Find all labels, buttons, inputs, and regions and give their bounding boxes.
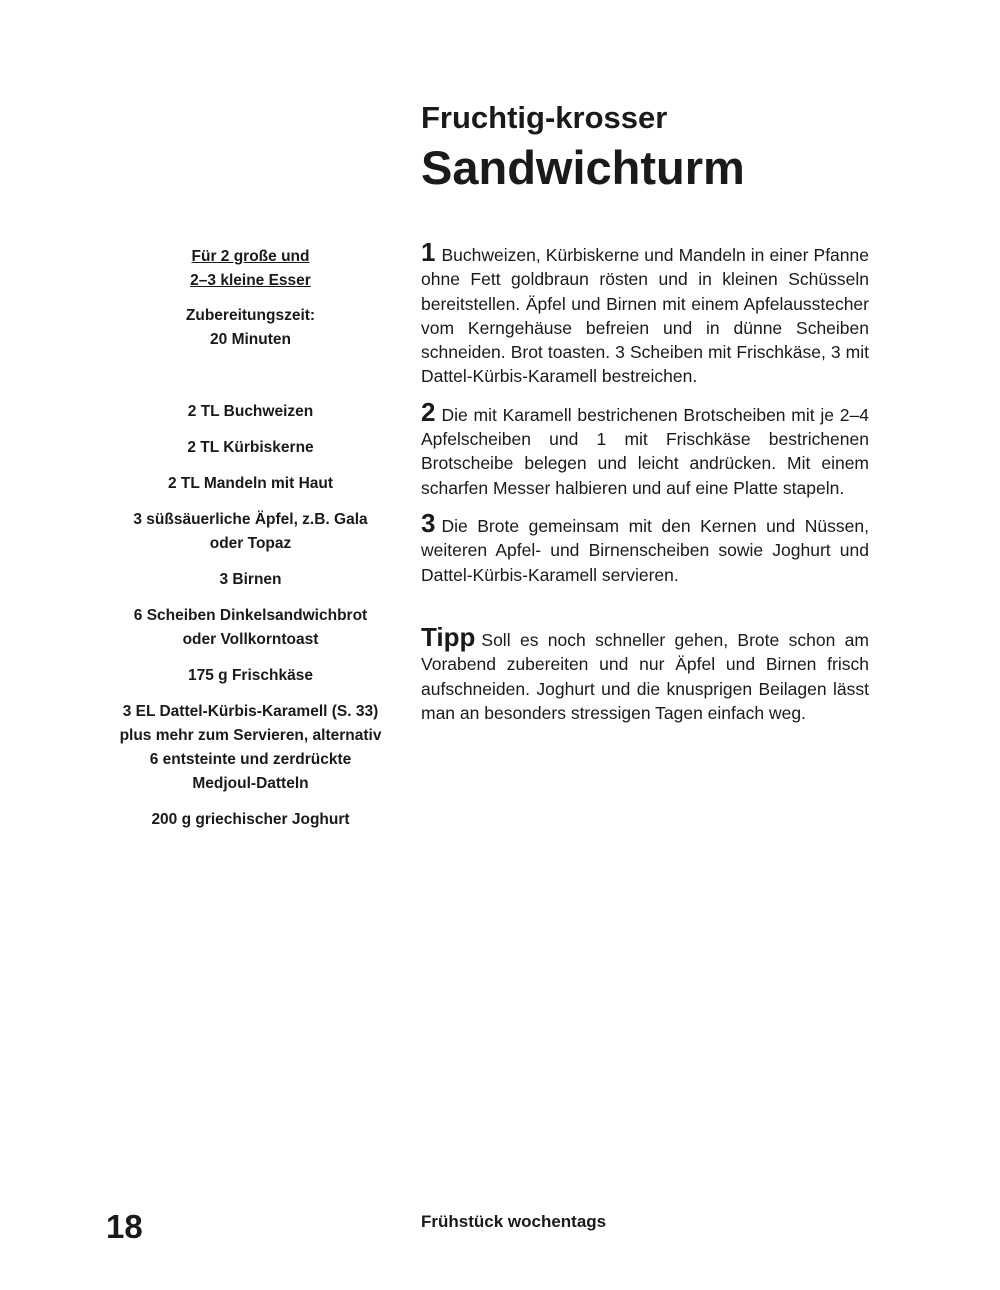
section-footer: Frühstück wochentags xyxy=(421,1212,607,1231)
prep-time-info xyxy=(118,304,383,352)
ingredient-item: 3 Birnen xyxy=(219,571,282,588)
step-number: 3 xyxy=(421,507,436,538)
ingredient-item: 3 süßsäuerliche Äpfel, z.B. Gala oder Topaz xyxy=(133,511,368,552)
tip-text: Soll es noch schneller gehen, Brote schon am Vorabend zubereiten und nur Äpfel und Birnen frisch aufschneiden. Joghurt und die knusprigen Beilagen lässt man an besonders stressigen Tagen einfach weg. xyxy=(421,630,869,723)
prep-time-value: 20 Minuten xyxy=(210,331,291,348)
ingredient-item: 3 EL Dattel-Kürbis-Karamell (S. 33) plus mehr zum Servieren, alternativ 6 entsteinte und zerdrückte Medjoul-Datteln xyxy=(119,703,382,792)
step-number: 2 xyxy=(421,396,436,427)
step-text: Buchweizen, Kürbiskerne und Mandeln in einer Pfanne ohne Fett goldbraun rösten und in kleinen Schüsseln bereitstellen. Äpfel und Birnen mit einem Apfelausstecher vom Kerngehäuse befreien und in dünne Scheiben schneiden. Brot toasten. 3 Scheiben mit Frischkäse, 3 mit Dattel-Kürbis-Karamell bestreichen. xyxy=(421,245,869,387)
recipe-subtitle: Fruchtig-krosser xyxy=(421,100,668,135)
tip-box xyxy=(421,622,869,725)
ingredient-item: 2 TL Buchweizen xyxy=(187,403,314,420)
ingredient-item: 175 g Frischkäse xyxy=(188,667,313,684)
step-text: Die Brote gemeinsam mit den Kernen und Nüssen, weiteren Apfel- und Birnenscheiben sowie Joghurt und Dattel-Kürbis-Karamell servieren. xyxy=(421,515,869,585)
step-1 xyxy=(421,237,869,389)
ingredient-item: 2 TL Mandeln mit Haut xyxy=(167,475,334,492)
step-2 xyxy=(421,396,869,500)
ingredient-item: 2 TL Kürbiskerne xyxy=(187,439,314,456)
recipe-main-title: Sandwichturm xyxy=(421,141,745,194)
step-number: 1 xyxy=(421,237,436,267)
servings-line: Für 2 große und xyxy=(191,248,310,265)
step-3 xyxy=(421,507,869,587)
preparation-steps xyxy=(421,237,869,598)
page-number: 18 xyxy=(106,1208,143,1245)
recipe-title xyxy=(421,98,941,196)
ingredient-item: 6 Scheiben Dinkelsandwichbrot oder Vollkorntoast xyxy=(133,607,368,648)
step-text: Die mit Karamell bestrichenen Brotscheiben mit je 2–4 Apfelscheiben und 1 mit Frischkäse bestrichenen Brotscheibe belegen und leicht andrücken. Mit einem scharfen Messer halbieren und auf eine Platte stapeln. xyxy=(421,404,869,498)
ingredient-item: 200 g griechischer Joghurt xyxy=(151,811,350,828)
ingredient-list xyxy=(118,400,383,832)
tip-label: Tipp xyxy=(421,622,476,652)
ingredients-sidebar xyxy=(118,245,383,844)
servings-info xyxy=(118,245,383,293)
prep-time-label: Zubereitungszeit: xyxy=(185,307,316,324)
servings-line: 2–3 kleine Esser xyxy=(190,272,311,289)
